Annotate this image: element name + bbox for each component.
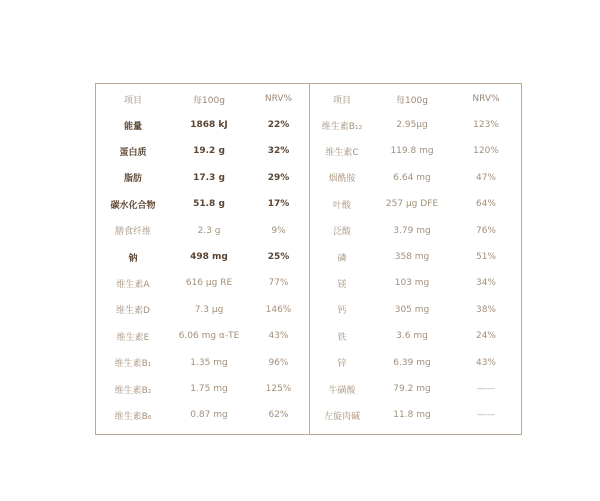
nutrient-name: 镁 xyxy=(337,279,347,290)
table-row xyxy=(96,191,309,217)
nutrient-name: 维生素C xyxy=(325,147,359,158)
table-row xyxy=(96,112,309,138)
right-table-half xyxy=(310,84,522,434)
table-row xyxy=(96,402,309,428)
nutrient-nrv: 146% xyxy=(265,304,292,315)
table-row xyxy=(310,218,522,244)
nutrient-name: 泛酸 xyxy=(332,227,351,238)
nutrient-amount: 498 mg xyxy=(190,252,228,262)
header-per-100g: 每100g xyxy=(396,95,428,106)
nutrient-name: 维生素B₆ xyxy=(114,411,152,422)
nutrient-nrv: 25% xyxy=(267,252,290,262)
header-per-100g: 每100g xyxy=(193,95,225,106)
nutrient-nrv: 9% xyxy=(271,225,286,236)
nutrient-name: 脂肪 xyxy=(123,174,142,185)
nutrient-name: 碳水化合物 xyxy=(110,200,156,211)
nutrient-nrv: 62% xyxy=(268,410,289,421)
nutrient-amount: 51.8 g xyxy=(193,199,225,210)
nutrient-nrv: 38% xyxy=(475,304,496,315)
nutrient-amount: 17.3 g xyxy=(193,172,225,183)
nutrient-amount: 7.3 μg xyxy=(194,304,224,315)
nutrient-name: 维生素D xyxy=(116,306,150,317)
nutrient-amount: 358 mg xyxy=(394,252,430,262)
nutrient-nrv: 17% xyxy=(267,199,290,210)
nutrient-amount: 2.3 g xyxy=(197,225,221,236)
nutrient-nrv: 120% xyxy=(473,146,499,157)
nutrient-nrv: 43% xyxy=(268,331,289,342)
table-row xyxy=(96,350,309,376)
table-row xyxy=(310,350,522,376)
table-row xyxy=(96,138,309,164)
nutrient-nrv: 34% xyxy=(475,278,496,289)
nutrient-name: 蛋白质 xyxy=(119,147,147,158)
nutrient-name: 磷 xyxy=(337,253,347,264)
header-nrv: NRV% xyxy=(264,94,293,104)
nutrient-amount: 11.8 mg xyxy=(393,410,431,421)
table-row xyxy=(310,244,522,270)
nutrient-nrv: 76% xyxy=(475,225,496,236)
nutrient-name: 牛磺酸 xyxy=(328,385,356,396)
nutrient-amount: 119.8 mg xyxy=(390,146,434,157)
nutrient-name: 钙 xyxy=(337,306,347,317)
table-row xyxy=(96,165,309,191)
nutrient-nrv: 125% xyxy=(265,384,292,394)
nutrient-name: 叶酸 xyxy=(332,200,351,211)
table-row xyxy=(96,270,309,296)
nutrition-facts-table xyxy=(95,83,522,435)
nutrient-amount: 1.35 mg xyxy=(190,357,228,368)
nutrient-name: 锌 xyxy=(337,359,347,370)
nutrient-name: 左旋肉碱 xyxy=(323,411,360,422)
nutrient-name: 钠 xyxy=(128,253,138,264)
table-row xyxy=(310,112,522,138)
nutrient-nrv: 32% xyxy=(267,146,290,157)
table-row xyxy=(310,376,522,402)
nutrient-name: 烟酰胺 xyxy=(328,174,356,185)
nutrient-nrv: 51% xyxy=(475,252,496,262)
nutrient-name: 维生素A xyxy=(116,279,150,290)
nutrient-amount: 6.06 mg α-TE xyxy=(178,331,240,342)
table-row xyxy=(96,244,309,270)
nutrient-amount: 305 mg xyxy=(394,304,430,315)
nutrient-name: 铁 xyxy=(337,332,347,343)
table-row xyxy=(310,323,522,349)
header-item: 项目 xyxy=(123,95,142,106)
table-row xyxy=(310,191,522,217)
table-header-row xyxy=(96,86,309,112)
nutrient-amount: 0.87 mg xyxy=(190,410,228,421)
nutrient-name: 膳食纤维 xyxy=(114,227,151,238)
nutrient-amount: 103 mg xyxy=(394,278,430,289)
nutrient-amount: 1868 kJ xyxy=(190,120,228,130)
nutrient-nrv: 64% xyxy=(475,199,496,210)
nutrient-amount: 6.64 mg xyxy=(393,172,431,183)
nutrient-name: 维生素E xyxy=(116,332,150,343)
header-item: 项目 xyxy=(332,95,351,106)
nutrient-nrv: 123% xyxy=(473,120,499,130)
nutrient-nrv: 24% xyxy=(475,331,496,342)
nutrient-amount: 3.6 mg xyxy=(396,331,428,342)
table-row xyxy=(310,402,522,428)
header-nrv: NRV% xyxy=(472,94,500,104)
nutrient-nrv: 77% xyxy=(268,278,289,289)
table-row xyxy=(310,270,522,296)
nutrient-amount: 79.2 mg xyxy=(393,384,431,394)
nutrient-name: 维生素B₂ xyxy=(114,385,152,396)
nutrient-nrv: 29% xyxy=(267,172,290,183)
nutrient-nrv: 43% xyxy=(475,357,496,368)
nutrient-nrv: —— xyxy=(477,384,495,394)
nutrient-amount: 6.39 mg xyxy=(393,357,431,368)
nutrient-name: 维生素B₁₂ xyxy=(321,121,363,132)
table-row xyxy=(310,297,522,323)
table-row xyxy=(310,138,522,164)
table-header-row xyxy=(310,86,522,112)
nutrient-nrv: 96% xyxy=(268,357,289,368)
nutrient-name: 维生素B₁ xyxy=(114,359,152,370)
left-table-half xyxy=(96,84,309,434)
table-row xyxy=(96,297,309,323)
nutrient-nrv: 47% xyxy=(475,172,496,183)
nutrient-nrv: —— xyxy=(477,410,495,421)
table-row xyxy=(96,376,309,402)
table-row xyxy=(310,165,522,191)
nutrient-amount: 2.95μg xyxy=(396,120,428,130)
table-row xyxy=(96,218,309,244)
nutrient-amount: 616 μg RE xyxy=(185,278,233,289)
nutrient-amount: 1.75 mg xyxy=(190,384,228,394)
nutrient-name: 能量 xyxy=(123,121,142,132)
nutrient-amount: 3.79 mg xyxy=(393,225,431,236)
nutrient-nrv: 22% xyxy=(267,120,290,130)
table-row xyxy=(96,323,309,349)
nutrient-amount: 257 μg DFE xyxy=(385,199,439,210)
nutrient-amount: 19.2 g xyxy=(193,146,225,157)
